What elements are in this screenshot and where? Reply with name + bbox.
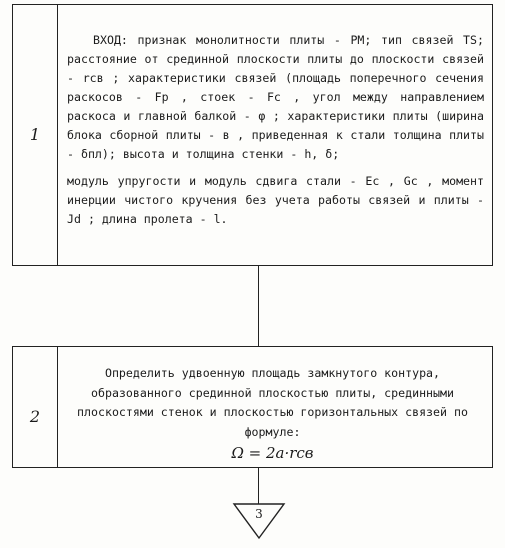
- block-number: 1: [29, 125, 41, 144]
- flow-connector-line: [258, 468, 259, 504]
- block-content: [67, 31, 484, 229]
- block-text-main: ВХОД: признак монолитности плиты - PM; тип связей TS; расстояние от срединной плоскости плиты до плоскости связей - rсв ; характеристики связей (площадь поперечного сечения раскосов - Fp , стоек - Fc , угол между направлением раскоса и главной балкой - φ ; характеристики плиты (ширина блока сборной плиты - в , приведенная к стали толщина плиты - δпл); высота и толщина стенки - h, δ;: [67, 33, 484, 161]
- process-block-2: [12, 346, 493, 468]
- block-number: 2: [29, 407, 41, 426]
- flow-connector-line: [258, 266, 259, 346]
- block-number-column: [13, 347, 58, 467]
- block-content: [63, 364, 482, 464]
- block-number-column: [13, 5, 58, 265]
- block-text-second: модуль упругости и модуль сдвига стали - Ec , Gc , момент инерции чистого кручения без учета работы связей и плиты - Jd ; длина пролета - l.: [67, 174, 484, 226]
- process-block-1: [12, 4, 493, 266]
- block-text: Определить удвоенную площадь замкнутого контура, образованного срединной плоскостью плиты, срединными плоскостями стенок и плоскостью горизонтальных связей по формуле:: [77, 366, 468, 439]
- connector-label: 3: [255, 507, 263, 521]
- formula: Ω = 2a·rсв: [231, 444, 314, 462]
